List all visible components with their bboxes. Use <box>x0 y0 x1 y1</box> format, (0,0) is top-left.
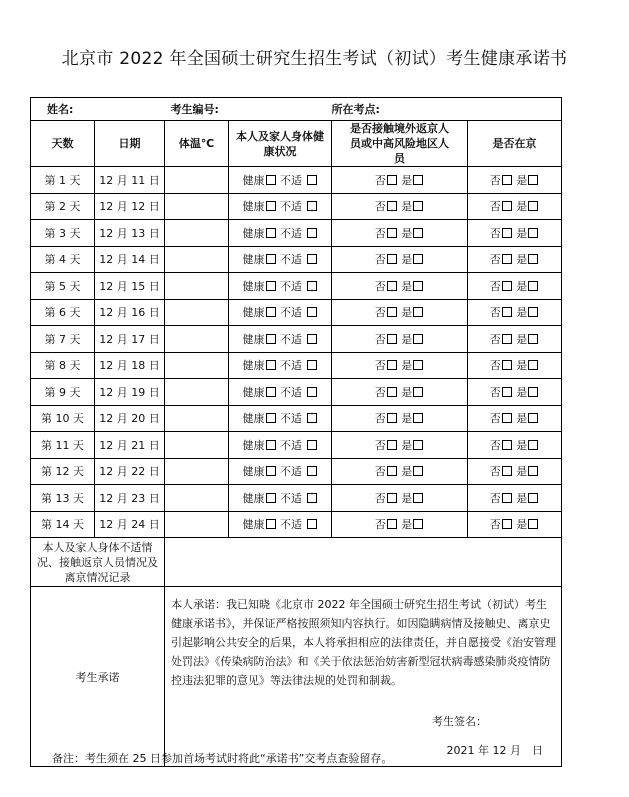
healthy-label: 健康 <box>242 385 265 399</box>
unwell-label: 不适 <box>280 491 302 505</box>
contact-no-checkbox[interactable] <box>387 519 397 529</box>
unwell-checkbox[interactable] <box>307 281 317 291</box>
contact-yes-label: 是 <box>401 253 413 267</box>
unwell-label: 不适 <box>280 438 302 452</box>
inbj-yes-label: 是 <box>516 200 528 214</box>
unwell-label: 不适 <box>280 465 302 479</box>
inbj-yes-label: 是 <box>516 306 528 320</box>
unwell-checkbox[interactable] <box>307 413 317 423</box>
date-cell: 12 月 12 日 <box>95 193 165 220</box>
unwell-checkbox[interactable] <box>307 360 317 370</box>
contact-cell <box>332 352 468 379</box>
contact-no-checkbox[interactable] <box>387 307 397 317</box>
inbj-no-label: 否 <box>489 226 501 240</box>
inbj-yes-label: 是 <box>516 385 528 399</box>
temperature-cell[interactable] <box>165 167 229 194</box>
inbj-yes-checkbox[interactable] <box>528 493 538 503</box>
inbj-no-label: 否 <box>489 173 501 187</box>
health-cell <box>229 167 332 194</box>
unwell-label: 不适 <box>280 200 302 214</box>
contact-no-checkbox[interactable] <box>387 440 397 450</box>
in-beijing-cell <box>468 326 562 353</box>
inbj-yes-checkbox[interactable] <box>528 413 538 423</box>
contact-yes-checkbox[interactable] <box>413 281 423 291</box>
healthy-label: 健康 <box>242 332 265 346</box>
unwell-label: 不适 <box>280 173 302 187</box>
contact-yes-label: 是 <box>401 412 413 426</box>
inbj-no-label: 否 <box>489 491 501 505</box>
in-beijing-cell <box>468 193 562 220</box>
healthy-checkbox[interactable] <box>266 519 276 529</box>
health-cell <box>229 458 332 485</box>
day-cell: 第 11 天 <box>31 432 95 459</box>
unwell-label: 不适 <box>280 385 302 399</box>
healthy-checkbox[interactable] <box>266 228 276 238</box>
health-cell <box>229 379 332 406</box>
unwell-checkbox[interactable] <box>307 175 317 185</box>
inbj-yes-label: 是 <box>516 518 528 532</box>
day-cell: 第 14 天 <box>31 511 95 538</box>
day-cell: 第 2 天 <box>31 193 95 220</box>
inbj-yes-checkbox[interactable] <box>528 307 538 317</box>
unwell-checkbox[interactable] <box>307 466 317 476</box>
health-commitment-table <box>30 97 562 767</box>
table-row <box>31 299 562 326</box>
temperature-cell[interactable] <box>165 352 229 379</box>
contact-yes-label: 是 <box>401 491 413 505</box>
contact-cell <box>332 379 468 406</box>
contact-yes-checkbox[interactable] <box>413 228 423 238</box>
table-row <box>31 220 562 247</box>
day-cell: 第 1 天 <box>31 167 95 194</box>
healthy-label: 健康 <box>242 306 265 320</box>
contact-yes-checkbox[interactable] <box>413 201 423 211</box>
unwell-checkbox[interactable] <box>307 440 317 450</box>
healthy-checkbox[interactable] <box>266 307 276 317</box>
day-cell: 第 4 天 <box>31 246 95 273</box>
health-cell <box>229 273 332 300</box>
inbj-no-label: 否 <box>489 306 501 320</box>
day-cell: 第 3 天 <box>31 220 95 247</box>
contact-yes-label: 是 <box>401 518 413 532</box>
unwell-label: 不适 <box>280 412 302 426</box>
healthy-checkbox[interactable] <box>266 334 276 344</box>
temperature-cell[interactable] <box>165 220 229 247</box>
healthy-checkbox[interactable] <box>266 493 276 503</box>
unwell-checkbox[interactable] <box>307 307 317 317</box>
inbj-yes-label: 是 <box>516 253 528 267</box>
contact-yes-label: 是 <box>401 438 413 452</box>
inbj-yes-checkbox[interactable] <box>528 360 538 370</box>
healthy-checkbox[interactable] <box>266 440 276 450</box>
temperature-cell[interactable] <box>165 326 229 353</box>
contact-yes-label: 是 <box>401 279 413 293</box>
inbj-no-checkbox[interactable] <box>502 519 512 529</box>
table-row <box>31 246 562 273</box>
table-row <box>31 352 562 379</box>
inbj-yes-checkbox[interactable] <box>528 387 538 397</box>
name-label: 姓名: <box>47 103 74 116</box>
contact-yes-label: 是 <box>401 200 413 214</box>
temperature-cell[interactable] <box>165 299 229 326</box>
contact-yes-checkbox[interactable] <box>413 307 423 317</box>
contact-no-label: 否 <box>374 332 386 346</box>
contact-cell <box>332 193 468 220</box>
inbj-no-checkbox[interactable] <box>502 360 512 370</box>
in-beijing-cell <box>468 167 562 194</box>
contact-no-checkbox[interactable] <box>387 281 397 291</box>
healthy-label: 健康 <box>242 173 265 187</box>
date-cell: 12 月 17 日 <box>95 326 165 353</box>
contact-no-label: 否 <box>374 518 386 532</box>
inbj-no-checkbox[interactable] <box>502 413 512 423</box>
temperature-cell[interactable] <box>165 405 229 432</box>
inbj-yes-label: 是 <box>516 412 528 426</box>
health-cell <box>229 432 332 459</box>
unwell-checkbox[interactable] <box>307 254 317 264</box>
day-cell: 第 12 天 <box>31 458 95 485</box>
header-day: 天数 <box>31 121 95 167</box>
table-row <box>31 193 562 220</box>
healthy-label: 健康 <box>242 359 265 373</box>
promise-content <box>165 587 562 767</box>
contact-cell <box>332 246 468 273</box>
inbj-yes-label: 是 <box>516 332 528 346</box>
date-cell: 12 月 15 日 <box>95 273 165 300</box>
table-row <box>31 167 562 194</box>
contact-no-checkbox[interactable] <box>387 360 397 370</box>
date-cell: 12 月 20 日 <box>95 405 165 432</box>
unwell-label: 不适 <box>280 226 302 240</box>
inbj-no-checkbox[interactable] <box>502 387 512 397</box>
inbj-no-label: 否 <box>489 200 501 214</box>
healthy-checkbox[interactable] <box>266 254 276 264</box>
unwell-label: 不适 <box>280 253 302 267</box>
header-date: 日期 <box>95 121 165 167</box>
day-cell: 第 13 天 <box>31 485 95 512</box>
inbj-yes-checkbox[interactable] <box>528 334 538 344</box>
table-row <box>31 379 562 406</box>
date-cell: 12 月 14 日 <box>95 246 165 273</box>
inbj-no-label: 否 <box>489 465 501 479</box>
contact-cell <box>332 326 468 353</box>
record-label: 本人及家人身体不适情况、接触返京人员情况及离京情况记录 <box>31 538 165 587</box>
table-row <box>31 458 562 485</box>
document-title: 北京市 2022 年全国硕士研究生招生考试（初试）考生健康承诺书 <box>61 49 568 69</box>
inbj-yes-label: 是 <box>516 279 528 293</box>
contact-no-label: 否 <box>374 253 386 267</box>
inbj-yes-checkbox[interactable] <box>528 201 538 211</box>
temperature-cell[interactable] <box>165 273 229 300</box>
date-cell: 12 月 23 日 <box>95 485 165 512</box>
inbj-no-checkbox[interactable] <box>502 254 512 264</box>
healthy-label: 健康 <box>242 465 265 479</box>
inbj-no-label: 否 <box>489 279 501 293</box>
healthy-checkbox[interactable] <box>266 360 276 370</box>
date-cell: 12 月 24 日 <box>95 511 165 538</box>
contact-cell <box>332 511 468 538</box>
contact-no-checkbox[interactable] <box>387 254 397 264</box>
contact-no-label: 否 <box>374 412 386 426</box>
contact-cell <box>332 299 468 326</box>
date-cell: 12 月 18 日 <box>95 352 165 379</box>
unwell-label: 不适 <box>280 279 302 293</box>
info-row <box>31 98 562 121</box>
record-row <box>31 538 562 587</box>
inbj-yes-label: 是 <box>516 173 528 187</box>
signature-label: 考生签名： <box>432 715 487 728</box>
contact-cell <box>332 485 468 512</box>
contact-cell <box>332 273 468 300</box>
footnote: 备注：考生须在 25 日参加首场考试时将此“承诺书”交考点查验留存。 <box>52 752 393 765</box>
contact-yes-checkbox[interactable] <box>413 466 423 476</box>
contact-yes-label: 是 <box>401 359 413 373</box>
contact-no-label: 否 <box>374 226 386 240</box>
healthy-checkbox[interactable] <box>266 281 276 291</box>
day-cell: 第 10 天 <box>31 405 95 432</box>
in-beijing-cell <box>468 485 562 512</box>
contact-no-label: 否 <box>374 359 386 373</box>
inbj-yes-checkbox[interactable] <box>528 466 538 476</box>
healthy-checkbox[interactable] <box>266 201 276 211</box>
temperature-cell[interactable] <box>165 458 229 485</box>
health-cell <box>229 326 332 353</box>
contact-no-label: 否 <box>374 491 386 505</box>
contact-cell <box>332 167 468 194</box>
contact-no-checkbox[interactable] <box>387 466 397 476</box>
day-cell: 第 6 天 <box>31 299 95 326</box>
contact-no-checkbox[interactable] <box>387 493 397 503</box>
temperature-cell[interactable] <box>165 193 229 220</box>
in-beijing-cell <box>468 379 562 406</box>
healthy-checkbox[interactable] <box>266 175 276 185</box>
header-contact: 是否接触境外返京人员或中高风险地区人员 <box>332 121 468 167</box>
unwell-label: 不适 <box>280 359 302 373</box>
healthy-label: 健康 <box>242 518 265 532</box>
inbj-yes-label: 是 <box>516 359 528 373</box>
contact-yes-checkbox[interactable] <box>413 519 423 529</box>
inbj-no-checkbox[interactable] <box>502 175 512 185</box>
promise-label: 考生承诺 <box>31 587 165 767</box>
inbj-no-checkbox[interactable] <box>502 307 512 317</box>
inbj-no-label: 否 <box>489 438 501 452</box>
healthy-label: 健康 <box>242 412 265 426</box>
in-beijing-cell <box>468 511 562 538</box>
header-row <box>31 121 562 167</box>
table-row <box>31 432 562 459</box>
inbj-no-checkbox[interactable] <box>502 201 512 211</box>
contact-no-checkbox[interactable] <box>387 201 397 211</box>
contact-yes-checkbox[interactable] <box>413 413 423 423</box>
contact-yes-label: 是 <box>401 332 413 346</box>
table-row <box>31 326 562 353</box>
contact-cell <box>332 458 468 485</box>
inbj-yes-checkbox[interactable] <box>528 175 538 185</box>
record-field[interactable] <box>165 538 562 587</box>
header-in-beijing: 是否在京 <box>468 121 562 167</box>
table-row <box>31 405 562 432</box>
inbj-yes-checkbox[interactable] <box>528 228 538 238</box>
table-row <box>31 273 562 300</box>
date-cell: 12 月 11 日 <box>95 167 165 194</box>
contact-no-checkbox[interactable] <box>387 175 397 185</box>
unwell-checkbox[interactable] <box>307 334 317 344</box>
temperature-cell[interactable] <box>165 485 229 512</box>
contact-no-label: 否 <box>374 385 386 399</box>
unwell-label: 不适 <box>280 332 302 346</box>
inbj-yes-label: 是 <box>516 438 528 452</box>
inbj-yes-checkbox[interactable] <box>528 519 538 529</box>
exam-site-label: 所在考点: <box>331 103 380 116</box>
inbj-yes-checkbox[interactable] <box>528 440 538 450</box>
inbj-no-checkbox[interactable] <box>502 440 512 450</box>
contact-yes-checkbox[interactable] <box>413 440 423 450</box>
contact-cell <box>332 220 468 247</box>
healthy-label: 健康 <box>242 253 265 267</box>
inbj-no-label: 否 <box>489 518 501 532</box>
contact-no-label: 否 <box>374 173 386 187</box>
contact-yes-label: 是 <box>401 465 413 479</box>
in-beijing-cell <box>468 299 562 326</box>
table-row <box>31 511 562 538</box>
in-beijing-cell <box>468 220 562 247</box>
in-beijing-cell <box>468 405 562 432</box>
sign-date: 2021 年 12 月 日 <box>446 744 543 757</box>
unwell-checkbox[interactable] <box>307 228 317 238</box>
in-beijing-cell <box>468 458 562 485</box>
day-cell: 第 5 天 <box>31 273 95 300</box>
in-beijing-cell <box>468 352 562 379</box>
healthy-label: 健康 <box>242 200 265 214</box>
contact-yes-checkbox[interactable] <box>413 175 423 185</box>
unwell-checkbox[interactable] <box>307 201 317 211</box>
temperature-cell[interactable] <box>165 246 229 273</box>
contact-cell <box>332 432 468 459</box>
inbj-yes-checkbox[interactable] <box>528 281 538 291</box>
inbj-no-label: 否 <box>489 385 501 399</box>
contact-no-label: 否 <box>374 200 386 214</box>
day-cell: 第 9 天 <box>31 379 95 406</box>
inbj-no-checkbox[interactable] <box>502 493 512 503</box>
header-temperature: 体温℃ <box>165 121 229 167</box>
inbj-yes-label: 是 <box>516 491 528 505</box>
contact-no-checkbox[interactable] <box>387 334 397 344</box>
healthy-checkbox[interactable] <box>266 387 276 397</box>
healthy-checkbox[interactable] <box>266 466 276 476</box>
contact-no-label: 否 <box>374 306 386 320</box>
date-cell: 12 月 13 日 <box>95 220 165 247</box>
inbj-yes-label: 是 <box>516 226 528 240</box>
inbj-no-checkbox[interactable] <box>502 466 512 476</box>
unwell-checkbox[interactable] <box>307 493 317 503</box>
health-cell <box>229 485 332 512</box>
signature-line[interactable] <box>171 712 557 731</box>
inbj-no-checkbox[interactable] <box>502 228 512 238</box>
contact-yes-label: 是 <box>401 226 413 240</box>
healthy-label: 健康 <box>242 226 265 240</box>
contact-yes-checkbox[interactable] <box>413 387 423 397</box>
inbj-yes-label: 是 <box>516 465 528 479</box>
promise-text: 本人承诺：我已知晓《北京市 2022 年全国硕士研究生招生考试（初试）考生健康承诺书》，并保证严格按照须知内容执行。如因隐瞒病情及接触史、离京史引起影响公共安全的后果，本人将承担相应的法律责任，并自愿接受《治安管理处罚法》《传染病防治法》和《关于依法惩治妨害新型冠状病毒感染肺炎疫情防控违法犯罪的意见》等法律法规的处罚和制裁。 <box>171 598 556 687</box>
table-row <box>31 485 562 512</box>
contact-yes-checkbox[interactable] <box>413 254 423 264</box>
candidate-id-label: 考生编号: <box>170 103 219 116</box>
contact-no-checkbox[interactable] <box>387 387 397 397</box>
day-cell: 第 8 天 <box>31 352 95 379</box>
contact-yes-checkbox[interactable] <box>413 493 423 503</box>
health-cell <box>229 220 332 247</box>
temperature-cell[interactable] <box>165 432 229 459</box>
unwell-checkbox[interactable] <box>307 519 317 529</box>
contact-yes-checkbox[interactable] <box>413 334 423 344</box>
contact-yes-label: 是 <box>401 173 413 187</box>
temperature-cell[interactable] <box>165 379 229 406</box>
contact-yes-checkbox[interactable] <box>413 360 423 370</box>
inbj-yes-checkbox[interactable] <box>528 254 538 264</box>
inbj-no-label: 否 <box>489 253 501 267</box>
in-beijing-cell <box>468 273 562 300</box>
contact-no-checkbox[interactable] <box>387 228 397 238</box>
inbj-no-label: 否 <box>489 359 501 373</box>
healthy-label: 健康 <box>242 279 265 293</box>
health-cell <box>229 246 332 273</box>
date-cell: 12 月 21 日 <box>95 432 165 459</box>
date-cell: 12 月 22 日 <box>95 458 165 485</box>
promise-row <box>31 587 562 767</box>
contact-no-checkbox[interactable] <box>387 413 397 423</box>
date-cell: 12 月 16 日 <box>95 299 165 326</box>
healthy-checkbox[interactable] <box>266 413 276 423</box>
date-cell: 12 月 19 日 <box>95 379 165 406</box>
healthy-label: 健康 <box>242 491 265 505</box>
day-cell: 第 7 天 <box>31 326 95 353</box>
contact-cell <box>332 405 468 432</box>
health-cell <box>229 405 332 432</box>
inbj-no-label: 否 <box>489 332 501 346</box>
contact-no-label: 否 <box>374 279 386 293</box>
inbj-no-checkbox[interactable] <box>502 334 512 344</box>
health-cell <box>229 193 332 220</box>
inbj-no-checkbox[interactable] <box>502 281 512 291</box>
in-beijing-cell <box>468 246 562 273</box>
unwell-label: 不适 <box>280 518 302 532</box>
health-cell <box>229 352 332 379</box>
contact-no-label: 否 <box>374 438 386 452</box>
contact-no-label: 否 <box>374 465 386 479</box>
temperature-cell[interactable] <box>165 511 229 538</box>
in-beijing-cell <box>468 432 562 459</box>
healthy-label: 健康 <box>242 438 265 452</box>
header-health: 本人及家人身体健康状况 <box>229 121 332 167</box>
health-cell <box>229 299 332 326</box>
health-cell <box>229 511 332 538</box>
unwell-label: 不适 <box>280 306 302 320</box>
unwell-checkbox[interactable] <box>307 387 317 397</box>
inbj-no-label: 否 <box>489 412 501 426</box>
contact-yes-label: 是 <box>401 385 413 399</box>
contact-yes-label: 是 <box>401 306 413 320</box>
